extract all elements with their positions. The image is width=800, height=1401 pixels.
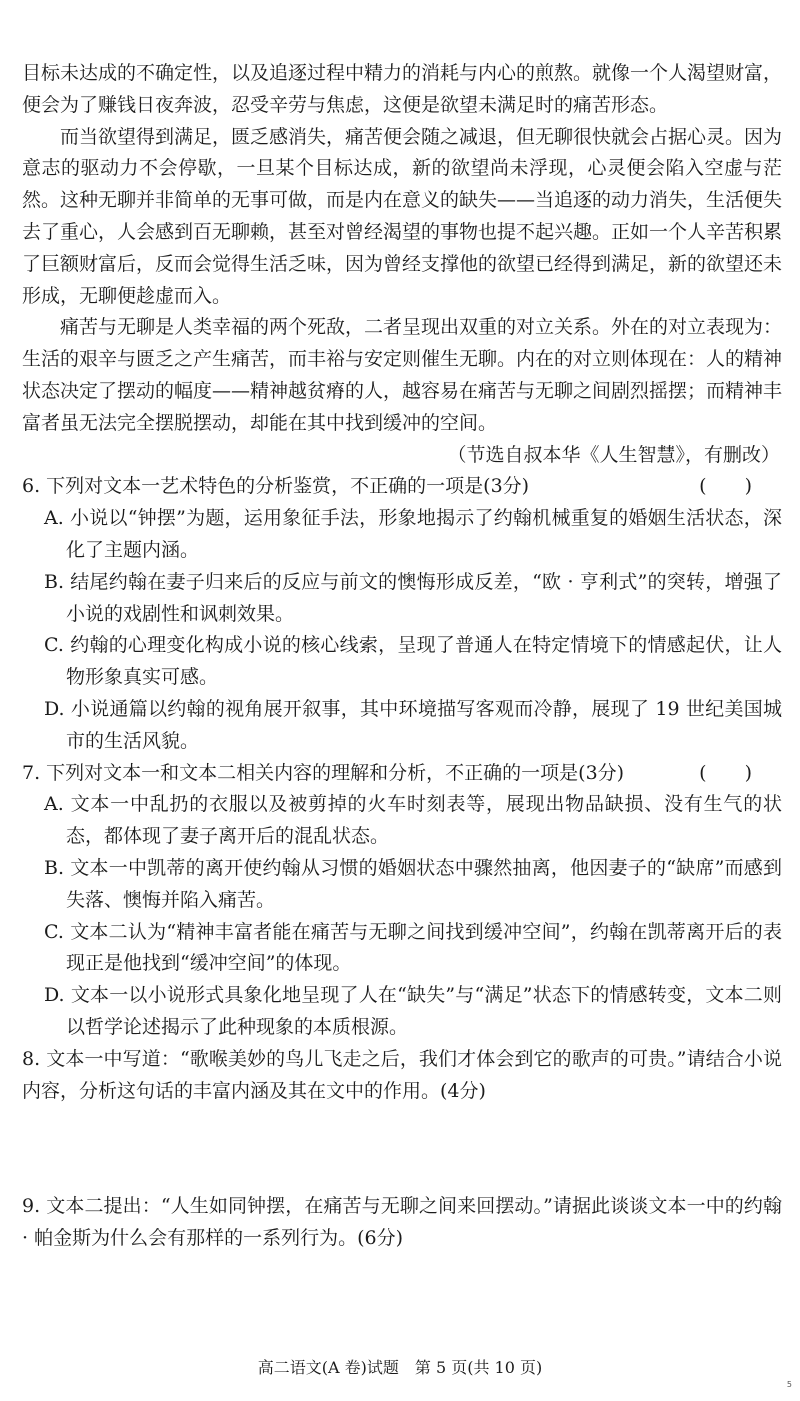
- question-8-stem: 8. 文本一中写道：“歌喉美妙的鸟儿飞走之后，我们才体会到它的歌声的可贵。”请结合小说内容，分析这句话的丰富内涵及其在文中的作用。(4分): [22, 1047, 782, 1102]
- question-8: [22, 1044, 782, 1192]
- answer-bracket[interactable]: ( ): [699, 475, 752, 498]
- answer-space[interactable]: [22, 1107, 782, 1191]
- option-d[interactable]: D. 文本一以小说形式具象化地呈现了人在“缺失”与“满足”状态下的情感转变，文本二则以哲学论述揭示了此种现象的本质根源。: [44, 984, 782, 1038]
- option-a[interactable]: A. 文本一中乱扔的衣服以及被剪掉的火车时刻表等，展现出物品缺损、没有生气的状态，都体现了妻子离开后的混乱状态。: [44, 793, 782, 848]
- question-7-stem: 7. 下列对文本一和文本二相关内容的理解和分析，不正确的一项是(3分): [22, 761, 625, 784]
- question-6: [22, 471, 782, 757]
- question-6-stem: 6. 下列对文本一艺术特色的分析鉴赏，不正确的一项是(3分): [22, 475, 530, 498]
- option-c[interactable]: C. 约翰的心理变化构成小说的核心线索，呈现了普通人在特定情境下的情感起伏，让人物形象真实可感。: [44, 634, 782, 689]
- passage-source: （节选自叔本华《人生智慧》，有删改）: [447, 443, 780, 466]
- passage-paragraph: 痛苦与无聊是人类幸福的两个死敌，二者呈现出双重的对立关系。外在的对立表现为：生活的艰辛与匮乏之产生痛苦，而丰裕与安定则催生无聊。内在的对立则体现在：人的精神状态决定了摆动的幅度——精神越贫瘠的人，越容易在痛苦与无聊之间剧烈摇摆；而精神丰富者虽无法完全摆脱摆动，却能在其中找到缓冲的空间。: [22, 316, 783, 434]
- option-c[interactable]: C. 文本二认为“精神丰富者能在痛苦与无聊之间找到缓冲空间”，约翰在凯蒂离开后的表现正是他找到“缓冲空间”的体现。: [44, 920, 782, 975]
- answer-bracket[interactable]: ( ): [699, 761, 752, 784]
- option-d[interactable]: D. 小说通篇以约翰的视角展开叙事，其中环境描写客观而冷静，展现了 19 世纪美国城市的生活风貌。: [44, 697, 782, 752]
- option-a[interactable]: A. 小说以“钟摆”为题，运用象征手法，形象地揭示了约翰机械重复的婚姻生活状态，深化了主题内涵。: [44, 507, 782, 561]
- page-content: [22, 58, 782, 1255]
- passage-paragraph: 而当欲望得到满足，匮乏感消失，痛苦便会随之减退，但无聊很快就会占据心灵。因为意志的驱动力不会停歇，一旦某个目标达成，新的欲望尚未浮现，心灵便会陷入空虚与茫然。这种无聊并非简单的无事可做，而是内在意义的缺失——当追逐的动力消失，生活便失去了重心，人会感到百无聊赖，甚至对曾经渴望的事物也提不起兴趣。正如一个人辛苦积累了巨额财富后，反而会觉得生活乏味，因为曾经支撑他的欲望已经得到满足，新的欲望还未形成，无聊便趁虚而入。: [22, 125, 783, 307]
- passage-paragraph: 目标未达成的不确定性，以及追逐过程中精力的消耗与内心的煎熬。就像一个人渴望财富，便会为了赚钱日夜奔波，忍受辛劳与焦虑，这便是欲望未满足时的痛苦形态。: [22, 62, 783, 116]
- corner-page-number: 5: [786, 1380, 792, 1389]
- page-footer: 高二语文(A 卷)试题 第 5 页(共 10 页): [257, 1358, 543, 1377]
- option-b[interactable]: B. 结尾约翰在妻子归来后的反应与前文的懊悔形成反差，“欧 · 亨利式”的突转，增强了小说的戏剧性和讽刺效果。: [44, 570, 782, 625]
- question-9: [22, 1191, 782, 1255]
- question-7: [22, 758, 782, 1044]
- question-9-stem: 9. 文本二提出：“人生如同钟摆，在痛苦与无聊之间来回摆动。”请据此谈谈文本一中的约翰 · 帕金斯为什么会有那样的一系列行为。(6分): [22, 1195, 782, 1250]
- option-b[interactable]: B. 文本一中凯蒂的离开使约翰从习惯的婚姻状态中骤然抽离，他因妻子的“缺席”而感到失落、懊悔并陷入痛苦。: [44, 856, 782, 911]
